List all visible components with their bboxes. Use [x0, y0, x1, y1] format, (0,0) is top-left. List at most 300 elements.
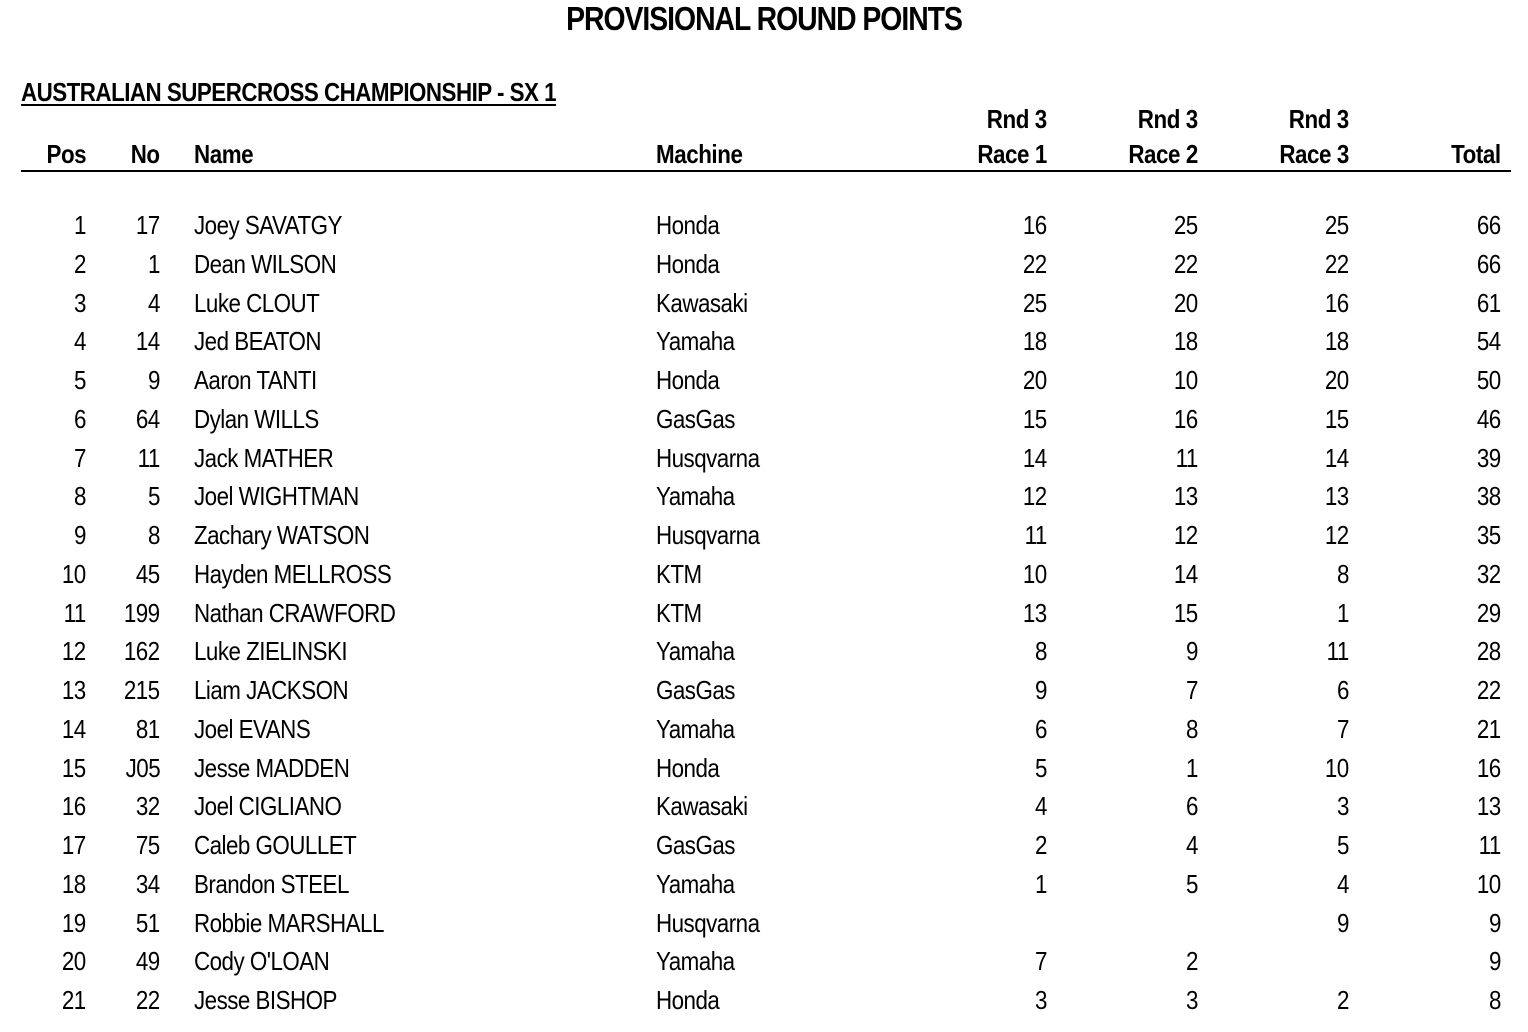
race3-points-cell	[1321, 245, 1349, 284]
race2-points-cell	[1184, 981, 1198, 1020]
rider-number-cell	[146, 245, 160, 284]
machine-cell-text: Husqvarna	[656, 442, 760, 473]
machine-cell-text: Husqvarna	[656, 520, 760, 550]
total-points-cell	[1473, 477, 1501, 516]
position-cell	[72, 361, 86, 400]
race1-points-cell-text: 13	[1023, 597, 1047, 628]
table-row	[0, 400, 1528, 439]
table-row	[0, 439, 1528, 478]
machine-cell-text: Kawasaki	[656, 287, 748, 318]
column-header-race1-line1	[977, 102, 1047, 137]
table-row	[0, 749, 1528, 788]
position-cell-text: 12	[62, 636, 86, 667]
race1-points-cell	[1033, 942, 1047, 981]
race3-points-cell	[1321, 439, 1349, 478]
rider-name-cell	[194, 206, 366, 245]
machine-cell-text: Yamaha	[656, 481, 735, 512]
machine-cell-text: Yamaha	[656, 946, 735, 977]
column-header-no-label: No	[131, 139, 160, 169]
column-header-name	[194, 137, 263, 172]
race2-points-cell-text: 16	[1174, 403, 1198, 434]
total-points-cell-text: 32	[1477, 558, 1501, 589]
race1-points-cell-text: 20	[1023, 365, 1047, 395]
race1-points-cell-text: 6	[1035, 713, 1047, 744]
race3-points-cell	[1321, 749, 1349, 788]
race3-points-cell	[1335, 904, 1349, 943]
rider-number-cell	[120, 749, 160, 788]
column-header-race1-line2	[966, 137, 1047, 172]
rider-number-cell	[118, 632, 160, 671]
machine-cell-text: Honda	[656, 752, 720, 783]
position-cell	[58, 981, 86, 1020]
race1-points-cell-text: 8	[1035, 636, 1047, 667]
rider-name-cell-text: Joey SAVATGY	[194, 210, 342, 240]
rider-name-cell-text: Cody O'LOAN	[194, 946, 330, 977]
rider-name-cell	[194, 322, 342, 361]
race3-points-cell	[1335, 865, 1349, 904]
race3-points-cell-text: 14	[1325, 442, 1349, 473]
page-title: PROVISIONAL ROUND POINTS	[566, 0, 962, 37]
race1-points-cell	[1033, 865, 1047, 904]
race3-points-cell-text: 2	[1337, 985, 1349, 1015]
rider-number-cell-text: 4	[148, 287, 160, 318]
race2-points-cell	[1184, 632, 1198, 671]
machine-cell-text: Yamaha	[656, 713, 735, 744]
position-cell	[72, 477, 86, 516]
total-points-cell-text: 66	[1477, 210, 1501, 240]
race1-points-cell	[1033, 749, 1047, 788]
race1-points-cell-text: 25	[1023, 287, 1047, 318]
machine-cell	[656, 322, 747, 361]
position-cell-text: 4	[74, 326, 86, 357]
position-cell-text: 2	[74, 248, 86, 279]
race2-points-cell	[1170, 245, 1198, 284]
position-cell-text: 21	[62, 985, 86, 1015]
race3-points-cell-text: 16	[1325, 287, 1349, 318]
machine-cell	[656, 904, 776, 943]
race1-points-cell-text: 9	[1035, 675, 1047, 705]
race3-points-cell	[1335, 594, 1349, 633]
race2-points-cell-text: 10	[1174, 365, 1198, 395]
machine-cell	[656, 439, 776, 478]
machine-cell	[656, 826, 748, 865]
rider-name-cell	[194, 749, 375, 788]
total-points-cell	[1473, 555, 1501, 594]
position-cell	[72, 206, 86, 245]
column-header-total	[1443, 137, 1501, 172]
table-row	[0, 284, 1528, 323]
machine-cell-text: Husqvarna	[656, 907, 760, 938]
rider-name-cell	[194, 245, 359, 284]
position-cell	[58, 787, 86, 826]
race2-points-cell	[1184, 865, 1198, 904]
rider-name-cell-text: Jack MATHER	[194, 442, 334, 473]
machine-cell	[656, 787, 762, 826]
rider-number-cell	[132, 555, 160, 594]
table-row	[0, 710, 1528, 749]
rider-name-cell-text: Jed BEATON	[194, 326, 321, 357]
position-cell	[72, 516, 86, 555]
rider-number-cell	[118, 594, 160, 633]
table-row	[0, 632, 1528, 671]
rider-name-cell	[194, 284, 340, 323]
race3-points-cell	[1321, 322, 1349, 361]
rider-name-cell-text: Brandon STEEL	[194, 868, 349, 899]
table-row	[0, 865, 1528, 904]
position-cell	[58, 904, 86, 943]
race2-points-cell	[1170, 400, 1198, 439]
position-cell	[58, 826, 86, 865]
race1-points-cell-text: 22	[1023, 248, 1047, 279]
table-row	[0, 942, 1528, 981]
rider-name-cell	[194, 981, 360, 1020]
total-points-cell	[1473, 632, 1501, 671]
race3-points-cell-text: 11	[1326, 636, 1349, 667]
total-points-cell	[1475, 826, 1501, 865]
rider-number-cell-text: 32	[136, 791, 160, 822]
rider-number-cell-text: 22	[136, 985, 160, 1015]
race3-points-cell	[1335, 671, 1349, 710]
rider-number-cell	[132, 206, 160, 245]
rider-name-cell	[194, 826, 383, 865]
position-cell-text: 3	[74, 287, 86, 318]
rider-name-cell-text: Caleb GOULLET	[194, 830, 357, 860]
rider-name-cell-text: Jesse BISHOP	[194, 985, 337, 1015]
rider-number-cell	[146, 361, 160, 400]
rider-name-cell-text: Joel CIGLIANO	[194, 791, 342, 822]
position-cell-text: 20	[62, 946, 86, 977]
race3-points-cell	[1321, 477, 1349, 516]
column-header-race3-line2	[1268, 137, 1349, 172]
race2-points-cell	[1184, 787, 1198, 826]
rider-name-cell	[194, 787, 365, 826]
total-points-cell-text: 9	[1489, 946, 1501, 977]
position-cell	[58, 865, 86, 904]
race3-points-cell	[1335, 710, 1349, 749]
rider-number-cell-text: 81	[136, 713, 160, 744]
header-divider	[21, 170, 1511, 172]
race2-points-cell-text: 22	[1174, 248, 1198, 279]
rider-name-cell-text: Hayden MELLROSS	[194, 558, 392, 589]
rider-name-cell	[194, 361, 337, 400]
total-points-cell-text: 13	[1477, 791, 1501, 822]
race2-points-cell	[1184, 710, 1198, 749]
rider-name-cell	[194, 477, 386, 516]
position-cell	[72, 322, 86, 361]
race3-points-cell-text: 1	[1337, 597, 1349, 628]
machine-cell-text: Yamaha	[656, 868, 735, 899]
column-header-total-label: Total	[1451, 139, 1501, 169]
rider-name-cell-text: Zachary WATSON	[194, 520, 370, 550]
race3-points-cell	[1335, 555, 1349, 594]
position-cell-text: 11	[63, 597, 86, 628]
total-points-cell	[1473, 322, 1501, 361]
column-header-race1-label: Race 1	[977, 139, 1047, 169]
total-points-cell-text: 50	[1477, 365, 1501, 395]
rider-name-cell	[194, 942, 351, 981]
total-points-cell	[1487, 981, 1501, 1020]
race2-points-cell-text: 5	[1186, 868, 1198, 899]
position-cell	[72, 400, 86, 439]
position-cell-text: 14	[62, 713, 86, 744]
table-row	[0, 555, 1528, 594]
total-points-cell-text: 35	[1477, 520, 1501, 550]
column-header-race2-line1	[1128, 102, 1198, 137]
rider-name-cell-text: Joel WIGHTMAN	[194, 481, 359, 512]
rider-number-cell	[132, 942, 160, 981]
rider-number-cell-text: 8	[148, 520, 160, 550]
machine-cell-text: Honda	[656, 365, 720, 395]
table-row	[0, 477, 1528, 516]
race2-points-cell-text: 14	[1174, 558, 1198, 589]
machine-cell	[656, 516, 776, 555]
race1-points-cell	[1033, 632, 1047, 671]
rider-name-cell-text: Joel EVANS	[194, 713, 311, 744]
race1-points-cell	[1019, 245, 1047, 284]
column-header-name-label: Name	[194, 139, 254, 169]
rider-name-cell	[194, 516, 398, 555]
rider-number-cell-text: 199	[124, 597, 160, 628]
table-row	[0, 981, 1528, 1020]
total-points-cell-text: 8	[1489, 985, 1501, 1015]
position-cell	[72, 284, 86, 323]
rider-number-cell-text: 17	[136, 210, 160, 240]
race2-points-cell-text: 12	[1174, 520, 1198, 550]
race3-points-cell-text: 13	[1325, 481, 1349, 512]
rider-number-cell-text: 51	[136, 907, 160, 938]
table-row	[0, 361, 1528, 400]
race2-points-cell-text: 3	[1186, 985, 1198, 1015]
race1-points-cell-text: 5	[1035, 752, 1047, 783]
race3-points-cell-text: 10	[1325, 752, 1349, 783]
race3-points-cell-text: 9	[1337, 907, 1349, 938]
rider-name-cell-text: Aaron TANTI	[194, 365, 317, 395]
race2-points-cell	[1170, 594, 1198, 633]
machine-cell	[656, 245, 730, 284]
position-cell-text: 8	[74, 481, 86, 512]
race1-points-cell-text: 18	[1023, 326, 1047, 357]
table-row	[0, 826, 1528, 865]
race3-points-cell-text: 25	[1325, 210, 1349, 240]
position-cell	[72, 245, 86, 284]
race1-points-cell	[1033, 787, 1047, 826]
race1-points-cell-text: 15	[1023, 403, 1047, 434]
machine-cell	[656, 400, 748, 439]
race1-points-cell	[1033, 826, 1047, 865]
rider-name-cell	[194, 555, 423, 594]
rider-number-cell	[146, 284, 160, 323]
column-header-pos	[40, 137, 86, 172]
column-header-machine-label: Machine	[656, 139, 743, 169]
race2-points-cell	[1184, 942, 1198, 981]
position-cell-text: 15	[62, 752, 86, 783]
machine-cell	[656, 671, 748, 710]
race3-points-cell-text: 8	[1337, 558, 1349, 589]
machine-cell-text: Honda	[656, 210, 720, 240]
rider-name-cell-text: Nathan CRAWFORD	[194, 597, 396, 628]
rider-number-cell	[132, 322, 160, 361]
table-row	[0, 245, 1528, 284]
column-header-pos-label: Pos	[46, 139, 86, 169]
race1-points-cell-text: 7	[1035, 946, 1047, 977]
race2-points-cell	[1170, 477, 1198, 516]
machine-cell	[656, 284, 762, 323]
race1-points-cell	[1019, 439, 1047, 478]
race3-points-cell	[1335, 981, 1349, 1020]
column-header-race3-line1	[1279, 102, 1349, 137]
machine-cell-text: Yamaha	[656, 636, 735, 667]
rider-number-cell	[132, 787, 160, 826]
rider-number-cell-text: 11	[137, 442, 160, 473]
total-points-cell	[1473, 439, 1501, 478]
rider-number-cell-text: 14	[136, 326, 160, 357]
rider-name-cell-text: Liam JACKSON	[194, 675, 349, 705]
race3-points-cell-text: 12	[1325, 520, 1349, 550]
race1-points-cell	[1021, 516, 1047, 555]
race1-points-cell-text: 12	[1023, 481, 1047, 512]
column-header-race2-label: Race 2	[1128, 139, 1198, 169]
total-points-cell-text: 22	[1477, 675, 1501, 705]
rider-number-cell-text: 45	[136, 558, 160, 589]
race2-points-cell	[1184, 826, 1198, 865]
machine-cell-text: GasGas	[656, 675, 735, 705]
position-cell	[58, 749, 86, 788]
rider-number-cell	[132, 981, 160, 1020]
machine-cell-text: KTM	[656, 597, 702, 628]
column-header-race2-round: Rnd 3	[1138, 104, 1198, 134]
total-points-cell-text: 54	[1477, 326, 1501, 357]
rider-number-cell-text: 162	[124, 636, 160, 667]
total-points-cell-text: 46	[1477, 403, 1501, 434]
position-cell-text: 19	[62, 907, 86, 938]
column-header-race2-line2	[1117, 137, 1198, 172]
total-points-cell	[1473, 245, 1501, 284]
total-points-cell-text: 11	[1478, 830, 1501, 860]
race1-points-cell	[1019, 400, 1047, 439]
machine-cell	[656, 942, 747, 981]
results-table-body	[0, 206, 1528, 1020]
race1-points-cell-text: 1	[1035, 868, 1047, 899]
position-cell-text: 6	[74, 403, 86, 434]
table-row	[0, 594, 1528, 633]
position-cell-text: 5	[74, 365, 86, 395]
total-points-cell	[1473, 749, 1501, 788]
championship-subtitle: AUSTRALIAN SUPERCROSS CHAMPIONSHIP - SX 1	[21, 77, 557, 107]
machine-cell	[656, 361, 730, 400]
rider-name-cell-text: Dylan WILLS	[194, 403, 319, 434]
race3-points-cell-text: 20	[1325, 365, 1349, 395]
table-row	[0, 516, 1528, 555]
race2-points-cell	[1184, 671, 1198, 710]
machine-cell	[656, 594, 709, 633]
position-cell	[58, 671, 86, 710]
race3-points-cell-text: 22	[1325, 248, 1349, 279]
total-points-cell	[1487, 904, 1501, 943]
position-cell-text: 10	[62, 558, 86, 589]
total-points-cell-text: 9	[1489, 907, 1501, 938]
race1-points-cell-text: 2	[1035, 830, 1047, 860]
race1-points-cell-text: 11	[1024, 520, 1047, 550]
total-points-cell	[1473, 594, 1501, 633]
race1-points-cell-text: 4	[1035, 791, 1047, 822]
machine-cell	[656, 555, 709, 594]
position-cell-text: 17	[62, 830, 86, 860]
rider-number-cell-text: 64	[136, 403, 160, 434]
race2-points-cell	[1170, 361, 1198, 400]
race1-points-cell-text: 14	[1023, 442, 1047, 473]
total-points-cell-text: 38	[1477, 481, 1501, 512]
race2-points-cell-text: 6	[1186, 791, 1198, 822]
race3-points-cell	[1321, 361, 1349, 400]
race1-points-cell-text: 3	[1035, 985, 1047, 1015]
race2-points-cell-text: 1	[1186, 752, 1198, 783]
race2-points-cell-text: 2	[1186, 946, 1198, 977]
total-points-cell	[1473, 400, 1501, 439]
position-cell	[58, 942, 86, 981]
total-points-cell	[1473, 671, 1501, 710]
rider-number-cell-text: 5	[148, 481, 160, 512]
race3-points-cell-text: 15	[1325, 403, 1349, 434]
table-row	[0, 206, 1528, 245]
column-header-no	[126, 137, 160, 172]
rider-name-cell	[194, 632, 372, 671]
race3-points-cell-text: 3	[1337, 791, 1349, 822]
total-points-cell	[1473, 206, 1501, 245]
race1-points-cell	[1019, 555, 1047, 594]
column-header-race3-round: Rnd 3	[1289, 104, 1349, 134]
position-cell	[72, 439, 86, 478]
table-row	[0, 904, 1528, 943]
rider-number-cell	[132, 400, 160, 439]
position-cell	[58, 632, 86, 671]
rider-name-cell	[194, 400, 339, 439]
rider-number-cell-text: 215	[124, 675, 160, 705]
race2-points-cell-text: 25	[1174, 210, 1198, 240]
rider-number-cell-text: 9	[148, 365, 160, 395]
race2-points-cell	[1170, 555, 1198, 594]
race3-points-cell-text: 6	[1337, 675, 1349, 705]
total-points-cell	[1473, 865, 1501, 904]
machine-cell	[656, 206, 730, 245]
rider-number-cell-text: 75	[136, 830, 160, 860]
column-header-race1-round: Rnd 3	[987, 104, 1047, 134]
total-points-cell	[1487, 942, 1501, 981]
rider-number-cell-text: J05	[125, 752, 160, 783]
machine-cell-text: KTM	[656, 558, 702, 589]
rider-number-cell-text: 1	[148, 248, 160, 279]
race1-points-cell	[1019, 361, 1047, 400]
race3-points-cell	[1335, 787, 1349, 826]
rider-number-cell	[132, 710, 160, 749]
race3-points-cell-text: 18	[1325, 326, 1349, 357]
race2-points-cell-text: 9	[1186, 636, 1198, 667]
race2-points-cell	[1170, 322, 1198, 361]
total-points-cell	[1473, 710, 1501, 749]
total-points-cell-text: 10	[1477, 868, 1501, 899]
rider-name-cell-text: Luke CLOUT	[194, 287, 320, 318]
machine-cell-text: Honda	[656, 985, 720, 1015]
table-row	[0, 671, 1528, 710]
position-cell	[58, 710, 86, 749]
race2-points-cell-text: 8	[1186, 713, 1198, 744]
race2-points-cell-text: 11	[1175, 442, 1198, 473]
rider-name-cell	[194, 439, 356, 478]
race2-points-cell	[1184, 749, 1198, 788]
total-points-cell-text: 61	[1477, 287, 1501, 318]
rider-number-cell-text: 49	[136, 946, 160, 977]
race2-points-cell-text: 20	[1174, 287, 1198, 318]
rider-number-cell-text: 34	[136, 868, 160, 899]
